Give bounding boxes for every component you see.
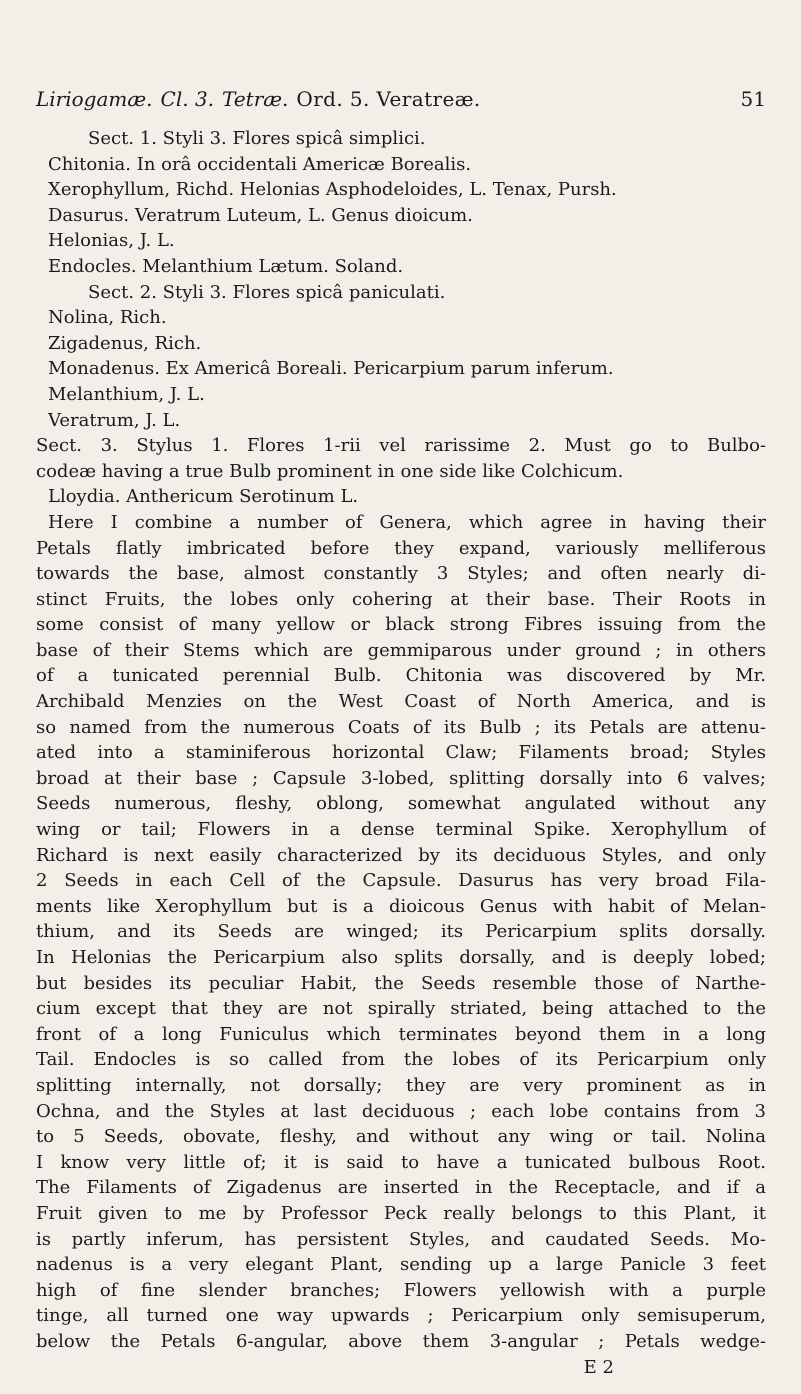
text-line: Zigadenus, Rich. — [48, 332, 202, 354]
text-line: Seeds numerous, fleshy, oblong, somewhat angulated without any — [36, 793, 766, 815]
text-line: codeæ having a true Bulb prominent in one side like Colchicum. — [36, 460, 624, 482]
text-line: In Helonias the Pericarpium also splits dorsally, and is deeply lobed; — [36, 947, 766, 968]
text-line: Sect. 2. Styli 3. Flores spicâ paniculati. — [88, 281, 446, 303]
text-line: Here I combine a number of Genera, which agree in having their — [48, 511, 766, 533]
text-line: some consist of many yellow or black strong Fibres issuing from the — [36, 614, 766, 636]
text-line: Melanthium, J. L. — [48, 383, 205, 405]
text-line: broad at their base ; Capsule 3-lobed, splitting dorsally into 6 valves; — [36, 767, 766, 789]
page-number: 51 — [740, 87, 766, 111]
text-line: Lloydia. Anthericum Serotinum L. — [48, 486, 359, 508]
text-line: Richard is next easily characterized by its deciduous Styles, and only — [36, 844, 766, 866]
header-title — [36, 86, 481, 112]
text-line: Helonias, J. L. — [48, 230, 175, 252]
header-class-number: Cl. 3. — [160, 87, 215, 111]
text-line: Monadenus. Ex Americâ Boreali. Pericarpium parum inferum. — [48, 358, 614, 380]
text-line: front of a long Funiculus which terminates beyond them in a long — [36, 1023, 766, 1045]
text-line: high of fine slender branches; Flowers yellowish with a purple — [36, 1279, 766, 1301]
header-order: Ord. 5. Veratreæ. — [296, 87, 481, 111]
header-class-name: Liriogamæ. — [36, 87, 153, 111]
text-line: is partly inferum, has persistent Styles, and caudated Seeds. Mo- — [36, 1228, 766, 1250]
text-line: Dasurus. Veratrum Luteum, L. Genus dioicum. — [48, 204, 473, 226]
text-line: Archibald Menzies on the West Coast of North America, and is — [36, 691, 766, 713]
text-line: Sect. 3. Stylus 1. Flores 1-rii vel rarissime 2. Must go to Bulbo- — [36, 435, 766, 457]
text-line: Veratrum, J. L. — [48, 409, 181, 431]
text-line: 2 Seeds in each Cell of the Capsule. Dasurus has very broad Fila- — [36, 870, 766, 892]
text-line: but besides its peculiar Habit, the Seeds resemble those of Narthe- — [36, 972, 766, 994]
text-line: Nolina, Rich. — [48, 307, 167, 329]
text-line: base of their Stems which are gemmiparous under ground ; in others — [36, 639, 766, 661]
text-line: Xerophyllum, Richd. Helonias Asphodeloides, L. Tenax, Pursh. — [48, 179, 617, 201]
text-line: ments like Xerophyllum but is a dioicous Genus with habit of Melan- — [36, 895, 766, 917]
text-line: The Filaments of Zigadenus are inserted in the Receptacle, and if a — [36, 1177, 766, 1199]
text-line: of a tunicated perennial Bulb. Chitonia was discovered by Mr. — [36, 665, 766, 687]
text-line: Fruit given to me by Professor Peck really belongs to this Plant, it — [36, 1202, 766, 1224]
text-line: wing or tail; Flowers in a dense terminal Spike. Xerophyllum of — [36, 819, 766, 841]
header-subclass: Tetræ. — [222, 87, 289, 111]
text-line: Chitonia. In orâ occidentali Americæ Borealis. — [48, 153, 472, 175]
text-line: towards the base, almost constantly 3 Styles; and often nearly di- — [36, 563, 766, 585]
text-line: below the Petals 6-angular, above them 3-angular ; Petals wedge- — [36, 1330, 766, 1352]
text-line: Ochna, and the Styles at last deciduous ; each lobe contains from 3 — [36, 1100, 766, 1122]
page-body-text — [36, 126, 766, 1380]
running-header — [36, 86, 766, 112]
text-line: Sect. 1. Styli 3. Flores spicâ simplici. — [88, 128, 426, 149]
text-line: I know very little of; it is said to have a tunicated bulbous Root. — [36, 1151, 766, 1173]
text-line: splitting internally, not dorsally; they are very prominent as in — [36, 1074, 766, 1096]
text-line: Petals flatly imbricated before they expand, variously melliferous — [36, 537, 766, 559]
text-line: so named from the numerous Coats of its Bulb ; its Petals are attenu- — [36, 716, 766, 738]
text-line: cium except that they are not spirally striated, being attached to the — [36, 998, 766, 1020]
text-line: Tail. Endocles is so called from the lobes of its Pericarpium only — [36, 1049, 766, 1071]
text-line: tinge, all turned one way upwards ; Pericarpium only semisuperum, — [36, 1305, 766, 1327]
text-line: nadenus is a very elegant Plant, sending up a large Panicle 3 feet — [36, 1254, 766, 1276]
text-line: thium, and its Seeds are winged; its Pericarpium splits dorsally. — [36, 921, 766, 943]
text-line: E 2 — [583, 1356, 614, 1378]
text-line: stinct Fruits, the lobes only cohering at their base. Their Roots in — [36, 588, 766, 610]
text-line: to 5 Seeds, obovate, fleshy, and without any wing or tail. Nolina — [36, 1126, 766, 1148]
text-line: Endocles. Melanthium Lætum. Soland. — [48, 255, 404, 277]
text-line: ated into a staminiferous horizontal Claw; Filaments broad; Styles — [36, 742, 766, 764]
